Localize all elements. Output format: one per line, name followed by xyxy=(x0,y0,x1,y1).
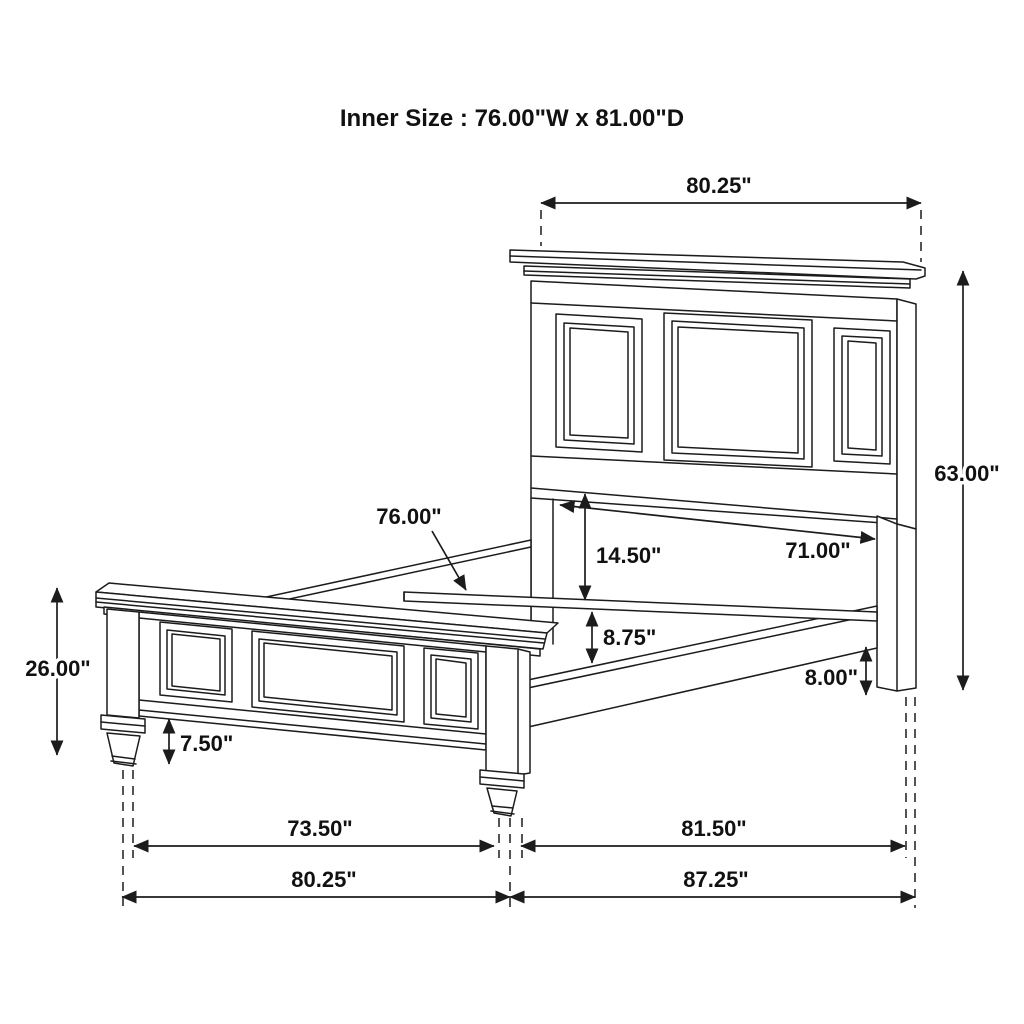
dim-label: 14.50" xyxy=(596,543,662,568)
dim-headboard-width xyxy=(541,173,921,203)
dim-side-rail-length xyxy=(521,816,905,846)
dim-label: 71.00" xyxy=(785,538,851,563)
page-title: Inner Size : 76.00"W x 81.00"D xyxy=(339,105,685,132)
footboard-leg-right xyxy=(480,646,530,816)
headboard-leg-right xyxy=(877,516,916,691)
dim-label: 7.50" xyxy=(180,731,234,756)
dim-label: 81.50" xyxy=(681,816,747,841)
footboard xyxy=(96,583,558,816)
dim-label: 80.25" xyxy=(686,173,752,198)
dim-label: 80.25" xyxy=(291,867,357,892)
dim-footboard-height xyxy=(25,588,90,755)
dim-overall-depth xyxy=(510,867,915,897)
dim-feet-span xyxy=(134,816,494,846)
dim-footboard-width xyxy=(122,867,510,897)
dim-label: 8.75" xyxy=(603,625,657,650)
dim-label: 26.00" xyxy=(25,656,91,681)
dim-label: 73.50" xyxy=(287,816,353,841)
dim-label: 87.25" xyxy=(683,867,749,892)
dim-label: 76.00" xyxy=(376,504,442,529)
dim-footboard-clearance xyxy=(169,719,233,764)
dim-panel-to-slat xyxy=(585,494,661,600)
footboard-leg-left xyxy=(101,609,145,766)
headboard-side-face xyxy=(897,299,916,529)
dim-headboard-height xyxy=(934,271,999,690)
dim-label: 8.00" xyxy=(804,665,858,690)
dim-label: 63.00" xyxy=(934,461,1000,486)
